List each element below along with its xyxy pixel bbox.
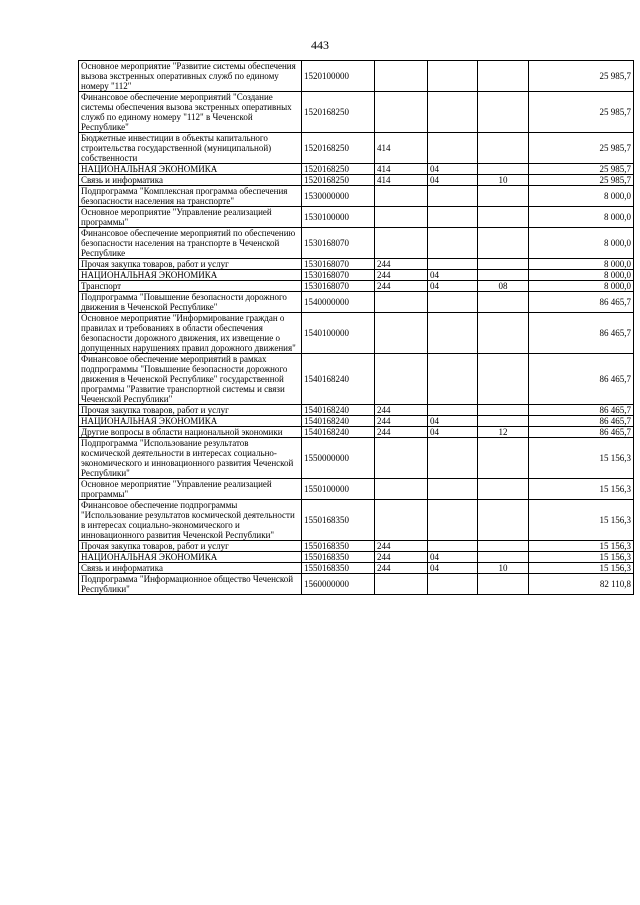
table-row — [79, 292, 634, 313]
table-row — [79, 228, 634, 259]
table-row — [79, 427, 634, 438]
target-code-cell: 1530168070 — [302, 281, 375, 292]
table-row — [79, 175, 634, 186]
table-row — [79, 438, 634, 479]
section-cell — [428, 133, 478, 164]
section-cell: 04 — [428, 175, 478, 186]
row-name-cell: Подпрограмма "Комплексная программа обеспечения безопасности населения на транспорте" — [79, 186, 302, 207]
amount-cell: 86 465,7 — [529, 416, 634, 427]
row-name-cell: Транспорт — [79, 281, 302, 292]
section-cell — [428, 313, 478, 354]
expense-type-cell: 244 — [375, 405, 428, 416]
subsection-cell: 10 — [478, 563, 529, 574]
amount-cell: 25 985,7 — [529, 92, 634, 133]
expense-type-cell: 244 — [375, 281, 428, 292]
target-code-cell: 1530000000 — [302, 186, 375, 207]
section-cell: 04 — [428, 270, 478, 281]
amount-cell: 82 110,8 — [529, 574, 634, 595]
subsection-cell: 12 — [478, 427, 529, 438]
expense-type-cell — [375, 92, 428, 133]
target-code-cell: 1540168240 — [302, 405, 375, 416]
page-number: 443 — [311, 38, 329, 52]
expense-type-cell: 244 — [375, 270, 428, 281]
section-cell: 04 — [428, 563, 478, 574]
row-name-cell: Финансовое обеспечение мероприятий "Создание системы обеспечения вызова экстренных оперативных служб по единому номеру "112" в Чеченской Республике" — [79, 92, 302, 133]
amount-cell: 15 156,3 — [529, 500, 634, 541]
section-cell: 04 — [428, 164, 478, 175]
subsection-cell — [478, 438, 529, 479]
target-code-cell: 1540100000 — [302, 313, 375, 354]
row-name-cell: Финансовое обеспечение мероприятий по обеспечению безопасности населения на транспорте в Чеченской Республике — [79, 228, 302, 259]
subsection-cell — [478, 405, 529, 416]
amount-cell: 8 000,0 — [529, 270, 634, 281]
amount-cell: 25 985,7 — [529, 175, 634, 186]
expense-type-cell: 244 — [375, 416, 428, 427]
subsection-cell — [478, 479, 529, 500]
target-code-cell: 1540168240 — [302, 354, 375, 405]
expense-type-cell: 244 — [375, 427, 428, 438]
row-name-cell: Прочая закупка товаров, работ и услуг — [79, 541, 302, 552]
subsection-cell — [478, 207, 529, 228]
subsection-cell — [478, 259, 529, 270]
section-cell: 04 — [428, 552, 478, 563]
section-cell — [428, 438, 478, 479]
section-cell: 04 — [428, 416, 478, 427]
target-code-cell: 1550168350 — [302, 500, 375, 541]
section-cell — [428, 541, 478, 552]
expense-type-cell: 414 — [375, 133, 428, 164]
subsection-cell — [478, 164, 529, 175]
expense-type-cell — [375, 313, 428, 354]
subsection-cell — [478, 292, 529, 313]
target-code-cell: 1520100000 — [302, 61, 375, 92]
row-name-cell: НАЦИОНАЛЬНАЯ ЭКОНОМИКА — [79, 416, 302, 427]
table-row — [79, 270, 634, 281]
amount-cell: 86 465,7 — [529, 354, 634, 405]
target-code-cell: 1550168350 — [302, 563, 375, 574]
expense-type-cell — [375, 292, 428, 313]
expense-type-cell — [375, 438, 428, 479]
target-code-cell: 1530168070 — [302, 228, 375, 259]
table-row — [79, 354, 634, 405]
expense-type-cell: 414 — [375, 175, 428, 186]
target-code-cell: 1550168350 — [302, 552, 375, 563]
subsection-cell — [478, 92, 529, 133]
target-code-cell: 1520168250 — [302, 92, 375, 133]
expense-type-cell — [375, 61, 428, 92]
table-row — [79, 405, 634, 416]
subsection-cell — [478, 500, 529, 541]
section-cell: 04 — [428, 281, 478, 292]
target-code-cell: 1540168240 — [302, 416, 375, 427]
section-cell — [428, 405, 478, 416]
subsection-cell — [478, 228, 529, 259]
expense-type-cell — [375, 207, 428, 228]
amount-cell: 8 000,0 — [529, 281, 634, 292]
expense-type-cell — [375, 574, 428, 595]
expense-type-cell: 244 — [375, 552, 428, 563]
subsection-cell: 10 — [478, 175, 529, 186]
row-name-cell: НАЦИОНАЛЬНАЯ ЭКОНОМИКА — [79, 270, 302, 281]
table-row — [79, 416, 634, 427]
table-row — [79, 541, 634, 552]
table-row — [79, 500, 634, 541]
target-code-cell: 1550100000 — [302, 479, 375, 500]
section-cell — [428, 479, 478, 500]
section-cell — [428, 186, 478, 207]
target-code-cell: 1540000000 — [302, 292, 375, 313]
row-name-cell: Бюджетные инвестиции в объекты капитального строительства государственной (муниципальной) собственности — [79, 133, 302, 164]
row-name-cell: Основное мероприятие "Информирование граждан о правилах и требованиях в области обеспечения безопасности дорожного движения, их извещение о допущенных нарушениях правил дорожного движения" — [79, 313, 302, 354]
row-name-cell: Подпрограмма "Повышение безопасности дорожного движения в Чеченской Республике" — [79, 292, 302, 313]
row-name-cell: Подпрограмма "Использование результатов космической деятельности в интересах социально-экономического и инновационного развития Чеченской Республики" — [79, 438, 302, 479]
table-row — [79, 92, 634, 133]
row-name-cell: Прочая закупка товаров, работ и услуг — [79, 405, 302, 416]
section-cell — [428, 354, 478, 405]
budget-table — [78, 60, 634, 595]
table-row — [79, 313, 634, 354]
table-row — [79, 61, 634, 92]
expense-type-cell — [375, 500, 428, 541]
subsection-cell — [478, 270, 529, 281]
section-cell: 04 — [428, 427, 478, 438]
section-cell — [428, 92, 478, 133]
budget-table-body — [79, 61, 634, 595]
amount-cell: 8 000,0 — [529, 228, 634, 259]
amount-cell: 86 465,7 — [529, 427, 634, 438]
target-code-cell: 1520168250 — [302, 164, 375, 175]
table-row — [79, 563, 634, 574]
table-row — [79, 479, 634, 500]
amount-cell: 86 465,7 — [529, 292, 634, 313]
expense-type-cell — [375, 228, 428, 259]
table-row — [79, 207, 634, 228]
section-cell — [428, 500, 478, 541]
row-name-cell: Другие вопросы в области национальной экономики — [79, 427, 302, 438]
table-row — [79, 552, 634, 563]
row-name-cell: НАЦИОНАЛЬНАЯ ЭКОНОМИКА — [79, 552, 302, 563]
amount-cell: 25 985,7 — [529, 61, 634, 92]
subsection-cell: 08 — [478, 281, 529, 292]
row-name-cell: Связь и информатика — [79, 175, 302, 186]
subsection-cell — [478, 574, 529, 595]
amount-cell: 86 465,7 — [529, 313, 634, 354]
subsection-cell — [478, 186, 529, 207]
table-row — [79, 281, 634, 292]
section-cell — [428, 292, 478, 313]
expense-type-cell: 244 — [375, 563, 428, 574]
table-row — [79, 574, 634, 595]
subsection-cell — [478, 61, 529, 92]
expense-type-cell: 414 — [375, 164, 428, 175]
table-row — [79, 164, 634, 175]
subsection-cell — [478, 541, 529, 552]
subsection-cell — [478, 133, 529, 164]
expense-type-cell: 244 — [375, 259, 428, 270]
expense-type-cell — [375, 479, 428, 500]
row-name-cell: Основное мероприятие "Управление реализацией программы" — [79, 207, 302, 228]
row-name-cell: Финансовое обеспечение мероприятий в рамках подпрограммы "Повышение безопасности дорожного движения в Чеченской Республике" государственной программы "Развитие транспортной системы и связи Чеченской Республики" — [79, 354, 302, 405]
expense-type-cell — [375, 354, 428, 405]
target-code-cell: 1520168250 — [302, 133, 375, 164]
target-code-cell: 1530168070 — [302, 259, 375, 270]
amount-cell: 15 156,3 — [529, 563, 634, 574]
subsection-cell — [478, 313, 529, 354]
section-cell — [428, 207, 478, 228]
subsection-cell — [478, 416, 529, 427]
table-row — [79, 186, 634, 207]
subsection-cell — [478, 552, 529, 563]
target-code-cell: 1550168350 — [302, 541, 375, 552]
row-name-cell: Подпрограмма "Информационное общество Чеченской Республики" — [79, 574, 302, 595]
row-name-cell: Связь и информатика — [79, 563, 302, 574]
target-code-cell: 1530168070 — [302, 270, 375, 281]
row-name-cell: Прочая закупка товаров, работ и услуг — [79, 259, 302, 270]
section-cell — [428, 574, 478, 595]
section-cell — [428, 259, 478, 270]
amount-cell: 15 156,3 — [529, 479, 634, 500]
amount-cell: 8 000,0 — [529, 186, 634, 207]
amount-cell: 15 156,3 — [529, 438, 634, 479]
target-code-cell: 1520168250 — [302, 175, 375, 186]
section-cell — [428, 61, 478, 92]
target-code-cell: 1550000000 — [302, 438, 375, 479]
amount-cell: 8 000,0 — [529, 207, 634, 228]
target-code-cell: 1560000000 — [302, 574, 375, 595]
section-cell — [428, 228, 478, 259]
table-row — [79, 133, 634, 164]
subsection-cell — [478, 354, 529, 405]
amount-cell: 25 985,7 — [529, 133, 634, 164]
row-name-cell: НАЦИОНАЛЬНАЯ ЭКОНОМИКА — [79, 164, 302, 175]
amount-cell: 15 156,3 — [529, 552, 634, 563]
row-name-cell: Финансовое обеспечение подпрограммы "Использование результатов космической деятельности в интересах социально-экономического и инновационного развития Чеченской Республики" — [79, 500, 302, 541]
amount-cell: 25 985,7 — [529, 164, 634, 175]
target-code-cell: 1540168240 — [302, 427, 375, 438]
row-name-cell: Основное мероприятие "Управление реализацией программы" — [79, 479, 302, 500]
row-name-cell: Основное мероприятие "Развитие системы обеспечения вызова экстренных оперативных служб по единому номеру "112" — [79, 61, 302, 92]
target-code-cell: 1530100000 — [302, 207, 375, 228]
amount-cell: 86 465,7 — [529, 405, 634, 416]
expense-type-cell: 244 — [375, 541, 428, 552]
expense-type-cell — [375, 186, 428, 207]
table-row — [79, 259, 634, 270]
amount-cell: 15 156,3 — [529, 541, 634, 552]
amount-cell: 8 000,0 — [529, 259, 634, 270]
